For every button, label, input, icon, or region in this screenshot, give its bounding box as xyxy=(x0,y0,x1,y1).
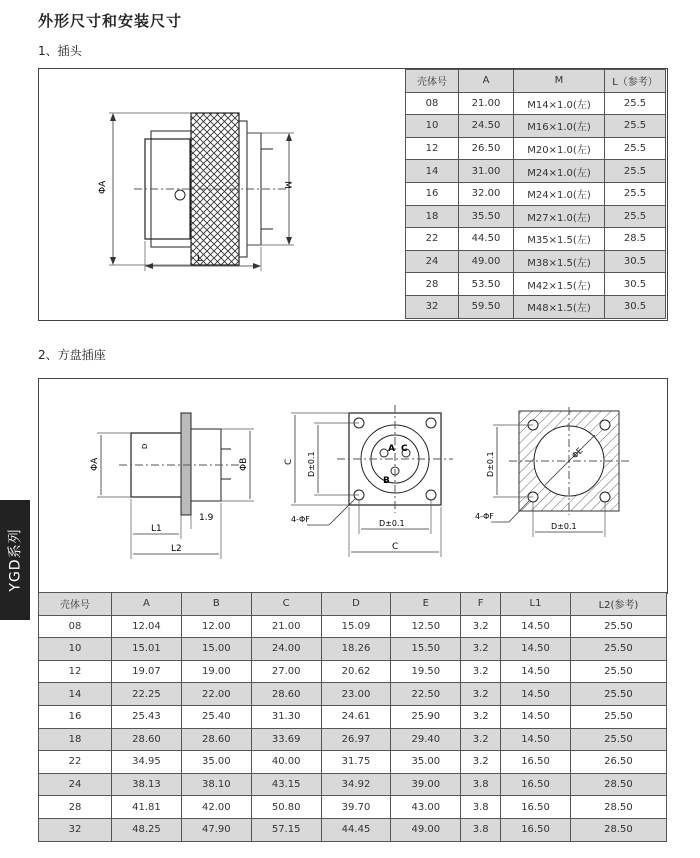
table-cell: 19.07 xyxy=(112,660,182,683)
table-cell: 23.00 xyxy=(321,683,391,706)
table-cell: 28.50 xyxy=(570,796,666,819)
table-cell: 24.00 xyxy=(251,638,321,661)
socket-dim-A: ΦA xyxy=(90,457,100,471)
table-cell: 35.00 xyxy=(391,751,461,774)
table-row xyxy=(406,295,666,318)
plug-dimension-table xyxy=(405,69,666,319)
socket-pin-B: B xyxy=(383,476,390,486)
table-cell: 59.50 xyxy=(459,295,514,318)
table-cell: 14.50 xyxy=(501,683,571,706)
table2-header: 壳体号 xyxy=(39,593,112,616)
table-cell: 49.00 xyxy=(391,818,461,841)
table-cell: 12.50 xyxy=(391,615,461,638)
table-cell: 44.45 xyxy=(321,818,391,841)
table-cell: 21.00 xyxy=(251,615,321,638)
table-cell: 25.90 xyxy=(391,705,461,728)
table2-header: D xyxy=(321,593,391,616)
table2-header: E xyxy=(391,593,461,616)
table-cell: 32 xyxy=(406,295,459,318)
table-cell: 19.50 xyxy=(391,660,461,683)
table-cell: 16.50 xyxy=(501,751,571,774)
table-cell: 27.00 xyxy=(251,660,321,683)
table-row xyxy=(406,228,666,251)
table-cell: 22.00 xyxy=(181,683,251,706)
table-cell: 12.00 xyxy=(181,615,251,638)
table-cell: 32.00 xyxy=(459,182,514,205)
table-cell: 53.50 xyxy=(459,273,514,296)
table-cell: 30.5 xyxy=(605,273,666,296)
table-cell: 50.80 xyxy=(251,796,321,819)
plug-dim-M: M xyxy=(282,181,292,189)
table2-header: B xyxy=(181,593,251,616)
table-cell: 25.5 xyxy=(605,115,666,138)
table-cell: 41.81 xyxy=(112,796,182,819)
table-cell: 49.00 xyxy=(459,250,514,273)
table-cell: 30.5 xyxy=(605,250,666,273)
table1-header: M xyxy=(514,70,605,93)
table-cell: 15.01 xyxy=(112,638,182,661)
table-cell: M16×1.0(左) xyxy=(514,115,605,138)
table-cell: 3.8 xyxy=(461,796,501,819)
table1-header: A xyxy=(459,70,514,93)
table-cell: 25.5 xyxy=(605,205,666,228)
table-cell: 22.25 xyxy=(112,683,182,706)
table-cell: 21.00 xyxy=(459,92,514,115)
page-title: 外形尺寸和安装尺寸 xyxy=(38,12,183,30)
table-cell: 12.04 xyxy=(112,615,182,638)
table-cell: 14.50 xyxy=(501,638,571,661)
table-row xyxy=(406,250,666,273)
socket-cutout-dim-4F: 4-ΦF xyxy=(475,512,494,521)
socket-cutout-dim-D-horizontal: D±0.1 xyxy=(551,522,577,531)
socket-dim-C-horizontal: C xyxy=(392,542,399,552)
socket-dim-E: ΦE xyxy=(570,446,585,461)
table-cell: 22 xyxy=(39,751,112,774)
table-cell: 42.00 xyxy=(181,796,251,819)
plug-dim-A: ΦA xyxy=(98,180,108,194)
table-cell: 24.61 xyxy=(321,705,391,728)
table-cell: 22 xyxy=(406,228,459,251)
table-row xyxy=(39,660,667,683)
table-cell: 29.40 xyxy=(391,728,461,751)
table-cell: M27×1.0(左) xyxy=(514,205,605,228)
table-cell: 10 xyxy=(39,638,112,661)
table-cell: 25.5 xyxy=(605,92,666,115)
table-cell: 25.50 xyxy=(570,615,666,638)
table-cell: 31.00 xyxy=(459,160,514,183)
table-cell: 28.60 xyxy=(181,728,251,751)
table2-header: F xyxy=(461,593,501,616)
table-cell: 43.00 xyxy=(391,796,461,819)
plug-drawing xyxy=(39,69,404,320)
section-socket-heading: 2、方盘插座 xyxy=(38,348,106,362)
series-side-tab xyxy=(0,500,30,620)
table-cell: 25.5 xyxy=(605,160,666,183)
table-cell: 3.2 xyxy=(461,615,501,638)
socket-panel xyxy=(38,378,668,594)
table-cell: 18 xyxy=(39,728,112,751)
table-cell: 25.50 xyxy=(570,728,666,751)
socket-dim-C-vertical: C xyxy=(284,458,294,465)
socket-dim-4F: 4-ΦF xyxy=(291,515,310,524)
table-row xyxy=(39,683,667,706)
table-cell: 24 xyxy=(39,773,112,796)
table-cell: 25.5 xyxy=(605,137,666,160)
table-cell: 3.2 xyxy=(461,751,501,774)
table-cell: 28.60 xyxy=(251,683,321,706)
socket-dim-B: ΦB xyxy=(239,457,249,471)
table-cell: M14×1.0(左) xyxy=(514,92,605,115)
table2-header: L2(参考) xyxy=(570,593,666,616)
table-cell: 16 xyxy=(39,705,112,728)
table-cell: 28.60 xyxy=(112,728,182,751)
table-cell: 30.5 xyxy=(605,295,666,318)
socket-drawing xyxy=(39,379,667,593)
series-side-tab-label: YGD系列 xyxy=(8,528,24,592)
table-cell: 28.5 xyxy=(605,228,666,251)
table-cell: 25.50 xyxy=(570,638,666,661)
table-cell: 28.50 xyxy=(570,818,666,841)
table-cell: 25.40 xyxy=(181,705,251,728)
table-cell: 28.50 xyxy=(570,773,666,796)
table-row xyxy=(406,92,666,115)
table-cell: 12 xyxy=(39,660,112,683)
table-cell: 24.50 xyxy=(459,115,514,138)
table-cell: M24×1.0(左) xyxy=(514,182,605,205)
table-cell: 15.00 xyxy=(181,638,251,661)
table-cell: M42×1.5(左) xyxy=(514,273,605,296)
table-row xyxy=(39,773,667,796)
table-cell: 28 xyxy=(39,796,112,819)
socket-dim-1-9: 1.9 xyxy=(199,513,214,523)
table-cell: 35.00 xyxy=(181,751,251,774)
table-cell: M24×1.0(左) xyxy=(514,160,605,183)
table1-header: 壳体号 xyxy=(406,70,459,93)
table1-header: L（参考） xyxy=(605,70,666,93)
table-cell: 44.50 xyxy=(459,228,514,251)
table-row xyxy=(39,638,667,661)
table-cell: 33.69 xyxy=(251,728,321,751)
table-row xyxy=(39,818,667,841)
table-cell: 22.50 xyxy=(391,683,461,706)
table-cell: 31.30 xyxy=(251,705,321,728)
plug-dim-L: L xyxy=(197,254,203,264)
table-row xyxy=(406,137,666,160)
table-cell: 25.43 xyxy=(112,705,182,728)
table-cell: 31.75 xyxy=(321,751,391,774)
table-cell: 3.2 xyxy=(461,728,501,751)
socket-cutout-dim-D-vertical: D±0.1 xyxy=(486,451,495,477)
table2-header: L1 xyxy=(501,593,571,616)
table-cell: 14.50 xyxy=(501,660,571,683)
table-cell: 38.10 xyxy=(181,773,251,796)
table-cell: 3.2 xyxy=(461,660,501,683)
table2-header: C xyxy=(251,593,321,616)
table-cell: 16.50 xyxy=(501,796,571,819)
table-cell: 35.50 xyxy=(459,205,514,228)
table-cell: M35×1.5(左) xyxy=(514,228,605,251)
table-cell: 34.95 xyxy=(112,751,182,774)
socket-dim-D-vertical: D±0.1 xyxy=(307,451,316,477)
table-cell: 08 xyxy=(39,615,112,638)
table-cell: 25.50 xyxy=(570,683,666,706)
socket-dim-L2: L2 xyxy=(171,544,182,554)
table-cell: 39.70 xyxy=(321,796,391,819)
table-cell: 38.13 xyxy=(112,773,182,796)
table-cell: 39.00 xyxy=(391,773,461,796)
table-cell: 25.5 xyxy=(605,182,666,205)
table-row xyxy=(39,728,667,751)
table-cell: 19.00 xyxy=(181,660,251,683)
table-cell: 18.26 xyxy=(321,638,391,661)
table-cell: 43.15 xyxy=(251,773,321,796)
table-cell: 3.2 xyxy=(461,705,501,728)
table2-header: A xyxy=(112,593,182,616)
table-cell: 15.50 xyxy=(391,638,461,661)
table-cell: 3.8 xyxy=(461,773,501,796)
table-cell: 14.50 xyxy=(501,615,571,638)
table-row xyxy=(406,160,666,183)
table-cell: 3.2 xyxy=(461,638,501,661)
table-row xyxy=(406,273,666,296)
table-cell: 18 xyxy=(406,205,459,228)
table-row xyxy=(406,182,666,205)
table-row xyxy=(39,615,667,638)
table-cell: 40.00 xyxy=(251,751,321,774)
table-cell: 12 xyxy=(406,137,459,160)
table-cell: 3.8 xyxy=(461,818,501,841)
table-cell: 47.90 xyxy=(181,818,251,841)
table-cell: 14.50 xyxy=(501,705,571,728)
table-cell: 14.50 xyxy=(501,728,571,751)
table-cell: 48.25 xyxy=(112,818,182,841)
table-cell: 26.50 xyxy=(459,137,514,160)
table-cell: 26.97 xyxy=(321,728,391,751)
table-cell: 24 xyxy=(406,250,459,273)
table-cell: 28 xyxy=(406,273,459,296)
socket-pin-C: C xyxy=(401,444,408,454)
table-cell: 20.62 xyxy=(321,660,391,683)
table-cell: 14 xyxy=(39,683,112,706)
table-cell: 16 xyxy=(406,182,459,205)
table-row xyxy=(406,205,666,228)
socket-dim-L1: L1 xyxy=(151,524,162,534)
table-cell: 14 xyxy=(406,160,459,183)
socket-label-D: D xyxy=(141,443,149,449)
section-plug-heading: 1、插头 xyxy=(38,44,82,58)
table-cell: 25.50 xyxy=(570,705,666,728)
socket-pin-A: A xyxy=(388,444,395,454)
socket-dim-D-horizontal: D±0.1 xyxy=(379,519,405,528)
table-cell: M20×1.0(左) xyxy=(514,137,605,160)
socket-dimension-table xyxy=(38,592,667,842)
table-cell: 16.50 xyxy=(501,773,571,796)
table-cell: 15.09 xyxy=(321,615,391,638)
table-cell: 26.50 xyxy=(570,751,666,774)
table-cell: 25.50 xyxy=(570,660,666,683)
table-row xyxy=(406,115,666,138)
table-cell: M38×1.5(左) xyxy=(514,250,605,273)
table-cell: 32 xyxy=(39,818,112,841)
table-row xyxy=(39,751,667,774)
table-cell: 08 xyxy=(406,92,459,115)
table-row xyxy=(39,796,667,819)
table2-header-row xyxy=(39,593,667,616)
table-row xyxy=(39,705,667,728)
table-cell: 57.15 xyxy=(251,818,321,841)
table-cell: 10 xyxy=(406,115,459,138)
table-cell: 3.2 xyxy=(461,683,501,706)
table-cell: M48×1.5(左) xyxy=(514,295,605,318)
table-cell: 34.92 xyxy=(321,773,391,796)
table-cell: 16.50 xyxy=(501,818,571,841)
